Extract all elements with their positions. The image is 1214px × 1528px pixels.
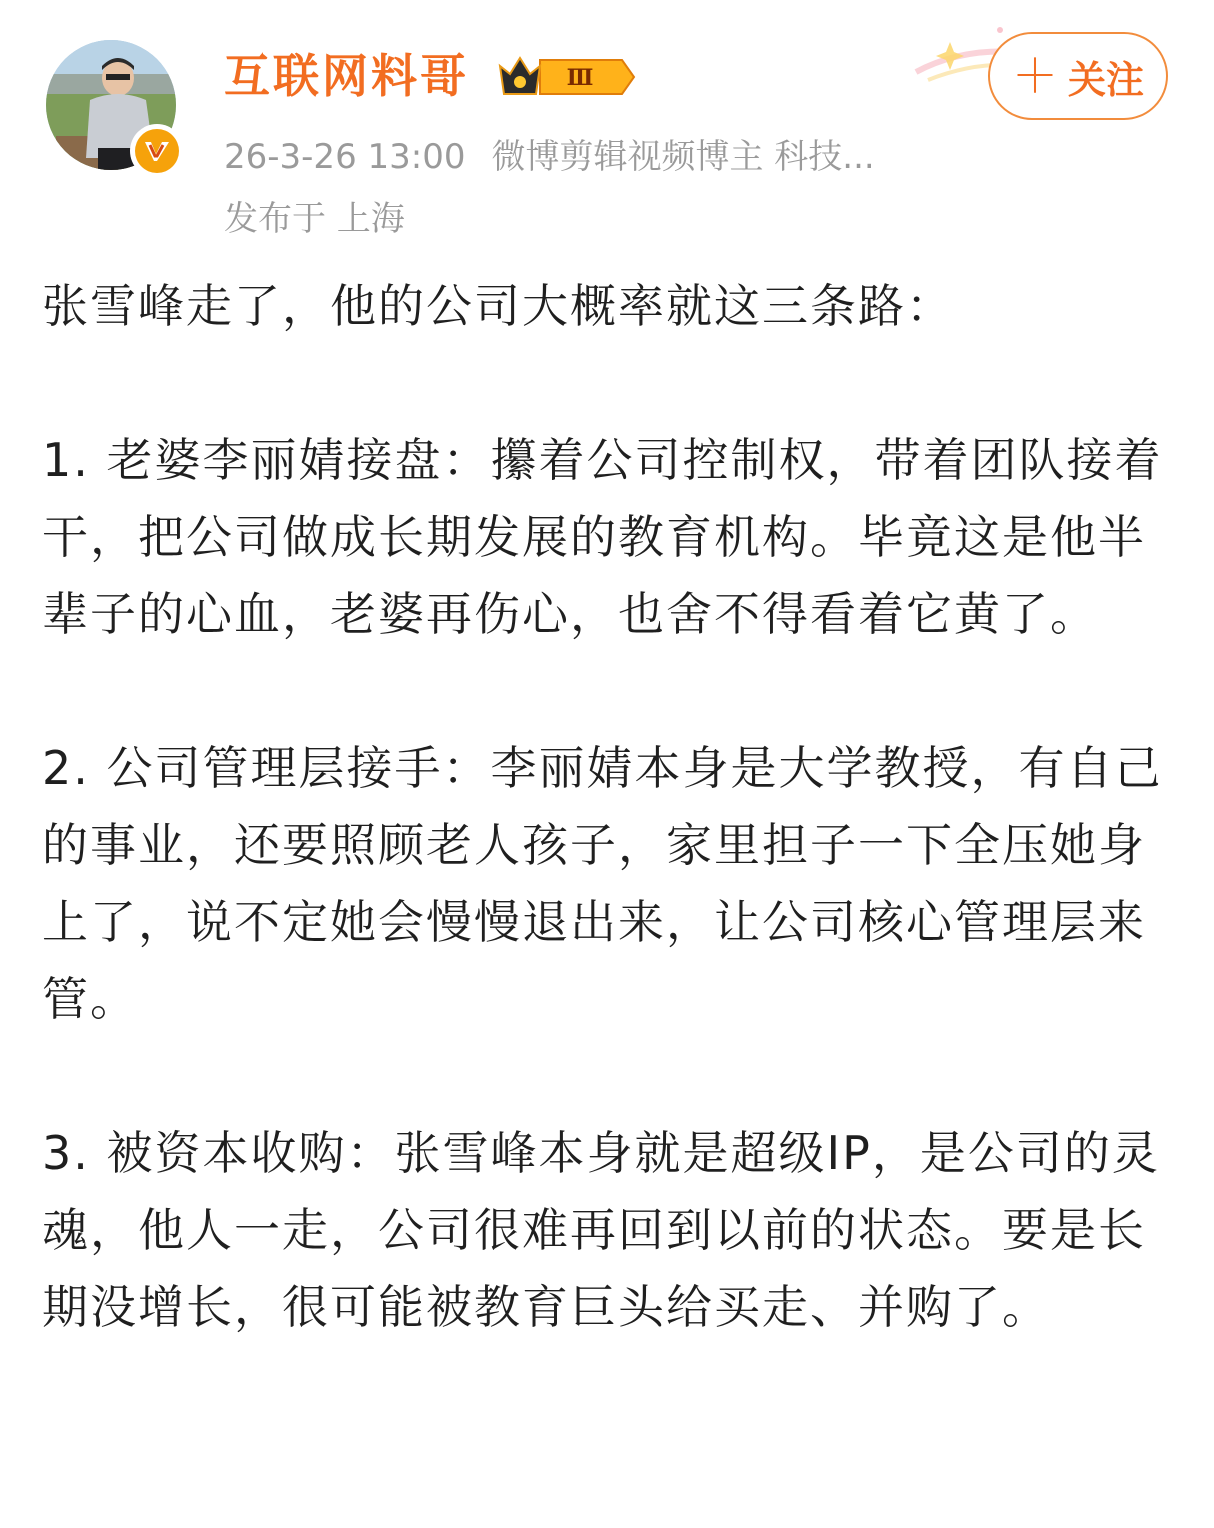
vip-level-text: Ⅲ xyxy=(566,65,594,91)
post-paragraph-1: 1. 老婆李丽婧接盘：攥着公司控制权，带着团队接着干，把公司做成长期发展的教育机构。毕竟这是他半辈子的心血，老婆再伤心，也舍不得看着它黄了。 xyxy=(42,433,1163,641)
plus-icon: ＋ xyxy=(1011,49,1058,103)
verified-badge xyxy=(130,124,184,178)
post-intro: 张雪峰走了，他的公司大概率就这三条路： xyxy=(42,279,954,333)
follow-button[interactable] xyxy=(988,32,1168,120)
verified-v-icon xyxy=(143,139,171,163)
author-avatar[interactable] xyxy=(46,40,186,180)
vip-level-badge[interactable] xyxy=(496,50,636,104)
post-timestamp: 26-3-26 13:00 xyxy=(224,137,466,177)
post-meta xyxy=(224,134,875,180)
post-paragraph-2: 2. 公司管理层接手：李丽婧本身是大学教授，有自己的事业，还要照顾老人孩子，家里担子一下全压她身上了，说不定她会慢慢退出来，让公司核心管理层来管。 xyxy=(42,741,1163,1026)
post-content xyxy=(42,268,1172,1346)
follow-label: 关注 xyxy=(1067,57,1144,102)
username[interactable]: 互联网料哥 xyxy=(224,49,469,103)
post-location: 发布于 上海 xyxy=(224,199,405,239)
post-paragraph-3: 3. 被资本收购：张雪峰本身就是超级IP，是公司的灵魂，他人一走，公司很难再回到以前的状态。要是长期没增长，很可能被教育巨头给买走、并购了。 xyxy=(42,1126,1160,1334)
author-description[interactable]: 微博剪辑视频博主 科技... xyxy=(491,137,875,177)
post-header xyxy=(0,0,1214,260)
